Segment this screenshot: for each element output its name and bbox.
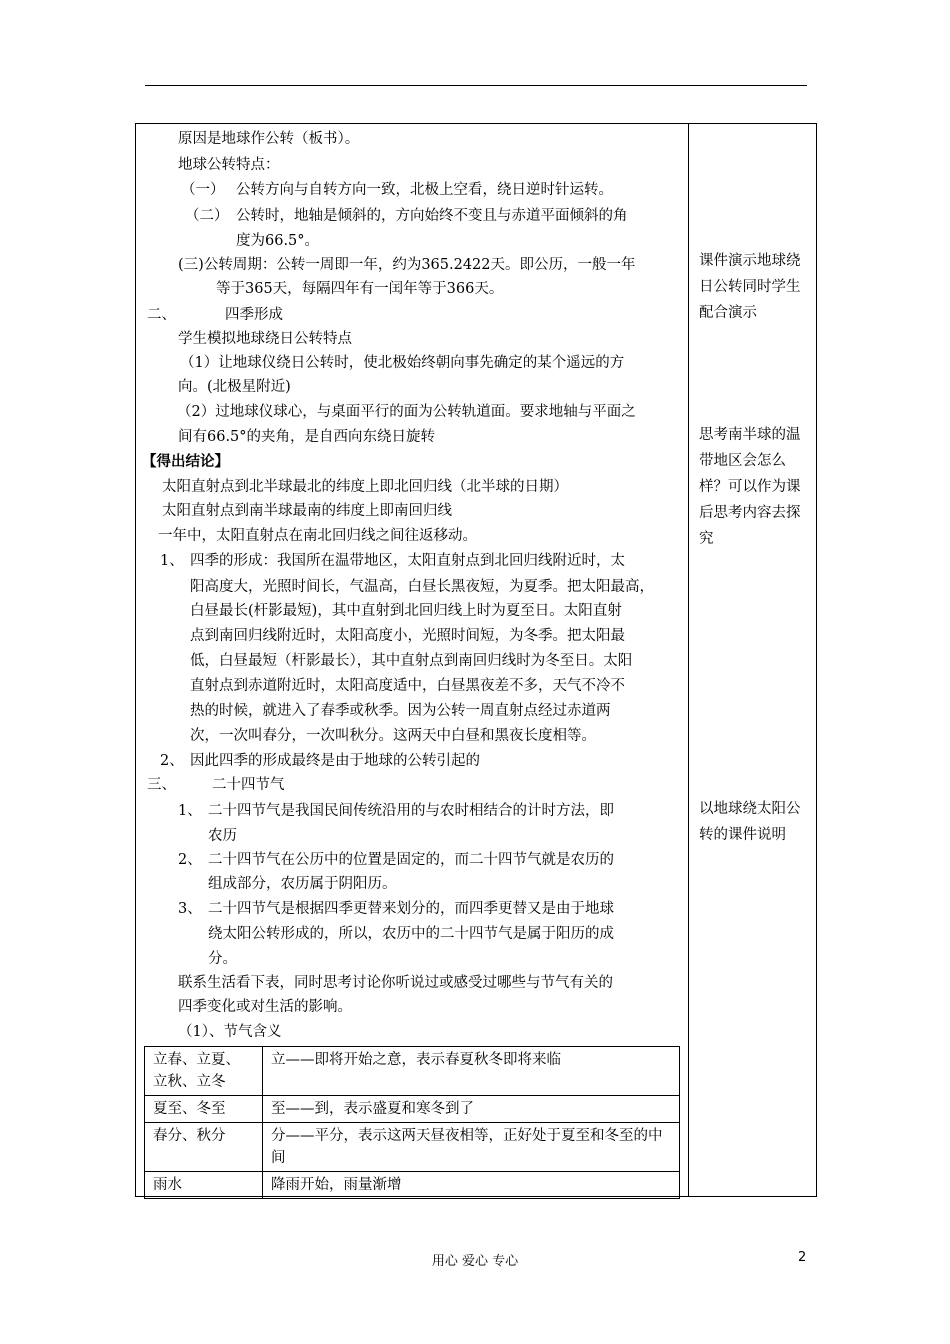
- text-line: （1）让地球仪绕日公转时，使北极始终朝向事先确定的某个遥远的方: [180, 355, 625, 371]
- text-line: 绕太阳公转形成的，所以，农历中的二十四节气是属于阳历的成: [208, 926, 614, 942]
- conclusion-heading: 【得出结论】: [142, 453, 229, 470]
- meaning-cell: 分——平分，表示这两天昼夜相等，正好处于夏至和冬至的中间: [263, 1123, 680, 1172]
- text-line: 四季变化或对生活的影响。: [178, 999, 352, 1015]
- section-heading: 二十四节气: [212, 777, 285, 793]
- text-line: 原因是地球作公转（板书）。: [178, 131, 360, 147]
- text-line: 二十四节气在公历中的位置是固定的，而二十四节气就是农历的: [208, 852, 614, 868]
- text-line: 组成部分，农历属于阴阳历。: [208, 876, 397, 892]
- text-line: 公转方向与自转方向一致，北极上空看，绕日逆时针运转。: [236, 182, 613, 198]
- list-marker: （二）: [185, 208, 229, 224]
- term-cell: 雨水: [145, 1172, 263, 1199]
- section-number: 二、: [147, 307, 176, 323]
- term-cell: 夏至、冬至: [145, 1096, 263, 1123]
- table-row: [145, 1123, 680, 1172]
- text-line: 学生模拟地球绕日公转特点: [178, 331, 352, 347]
- list-marker: 1、: [160, 553, 184, 569]
- column-divider: [688, 123, 689, 1197]
- text-line: 一年中，太阳直射点在南北回归线之间往返移动。: [158, 528, 477, 544]
- section-number: 三、: [147, 777, 176, 793]
- term-cell: 立春、立夏、立秋、立冬: [145, 1047, 263, 1096]
- text-line: 热的时候，就进入了春季或秋季。因为公转一周直射点经过赤道两: [190, 703, 611, 719]
- section-heading: 四季形成: [225, 307, 283, 323]
- solar-terms-table: [144, 1046, 680, 1199]
- text-line: 分。: [208, 951, 237, 967]
- text-line: 农历: [208, 828, 237, 844]
- text-line: 直射点到赤道附近时，太阳高度适中，白昼黑夜差不多，天气不冷不: [190, 678, 625, 694]
- text-line: 低，白昼最短（杆影最长），其中直射点到南回归线时为冬至日。太阳: [190, 653, 633, 669]
- list-marker: 2、: [178, 852, 202, 868]
- text-line: 次，一次叫春分，一次叫秋分。这两天中白昼和黑夜长度相等。: [190, 728, 596, 744]
- meaning-cell: 立——即将开始之意，表示春夏秋冬即将来临: [263, 1047, 680, 1096]
- text-line: 阳高度大，光照时间长，气温高，白昼长黑夜短，为夏季。把太阳最高，: [190, 579, 654, 595]
- text-line: 二十四节气是我国民间传统沿用的与农时相结合的计时方法，即: [208, 803, 614, 819]
- page-footer: 用心 爱心 专心: [431, 1254, 519, 1269]
- list-marker: 2、: [160, 753, 184, 769]
- text-line: （1）、节气含义: [178, 1024, 282, 1040]
- table-row: [145, 1047, 680, 1096]
- side-note: 课件演示地球绕日公转同时学生配合演示: [699, 253, 801, 321]
- text-line: 四季的形成：我国所在温带地区，太阳直射点到北回归线附近时，太: [190, 553, 625, 569]
- text-line: 公转时，地轴是倾斜的，方向始终不变且与赤道平面倾斜的角: [236, 208, 628, 224]
- page-number: 2: [798, 1250, 807, 1265]
- meaning-cell: 降雨开始，雨量渐增: [263, 1172, 680, 1199]
- text-line: 太阳直射点到南半球最南的纬度上即南回归线: [162, 503, 452, 519]
- text-line: 间有66.5°的夹角，是自西向东绕日旋转: [178, 429, 436, 445]
- list-marker: （一）: [181, 182, 225, 198]
- text-line: 因此四季的形成最终是由于地球的公转引起的: [190, 753, 480, 769]
- text-line: 等于365天，每隔四年有一闰年等于366天。: [216, 281, 504, 297]
- header-rule: [145, 85, 807, 86]
- meaning-cell: 至——到，表示盛夏和寒冬到了: [263, 1096, 680, 1123]
- list-marker: 3、: [178, 901, 202, 917]
- text-line: 联系生活看下表，同时思考讨论你听说过或感受过哪些与节气有关的: [178, 975, 613, 991]
- text-line: 二十四节气是根据四季更替来划分的，而四季更替又是由于地球: [208, 901, 614, 917]
- side-note: 以地球绕太阳公转的课件说明: [699, 801, 801, 843]
- table-row: [145, 1096, 680, 1123]
- text-line: (三)公转周期：公转一周即一年，约为365.2422天。即公历，一般一年: [178, 257, 636, 273]
- text-line: 白昼最长(杆影最短)，其中直射到北回归线上时为夏至日。太阳直射: [190, 603, 622, 619]
- text-line: 点到南回归线附近时，太阳高度小，光照时间短，为冬季。把太阳最: [190, 628, 625, 644]
- text-line: 地球公转特点：: [178, 157, 280, 173]
- term-cell: 春分、秋分: [145, 1123, 263, 1172]
- text-line: 太阳直射点到北半球最北的纬度上即北回归线（北半球的日期）: [162, 479, 568, 495]
- text-line: （2）过地球仪球心，与桌面平行的面为公转轨道面。要求地轴与平面之: [177, 404, 636, 420]
- table-row: [145, 1172, 680, 1199]
- side-note: 思考南半球的温带地区会怎么样？可以作为课后思考内容去探究: [699, 427, 801, 547]
- list-marker: 1、: [178, 803, 202, 819]
- text-line: 度为66.5°。: [236, 233, 320, 249]
- text-line: 向。(北极星附近): [178, 379, 291, 395]
